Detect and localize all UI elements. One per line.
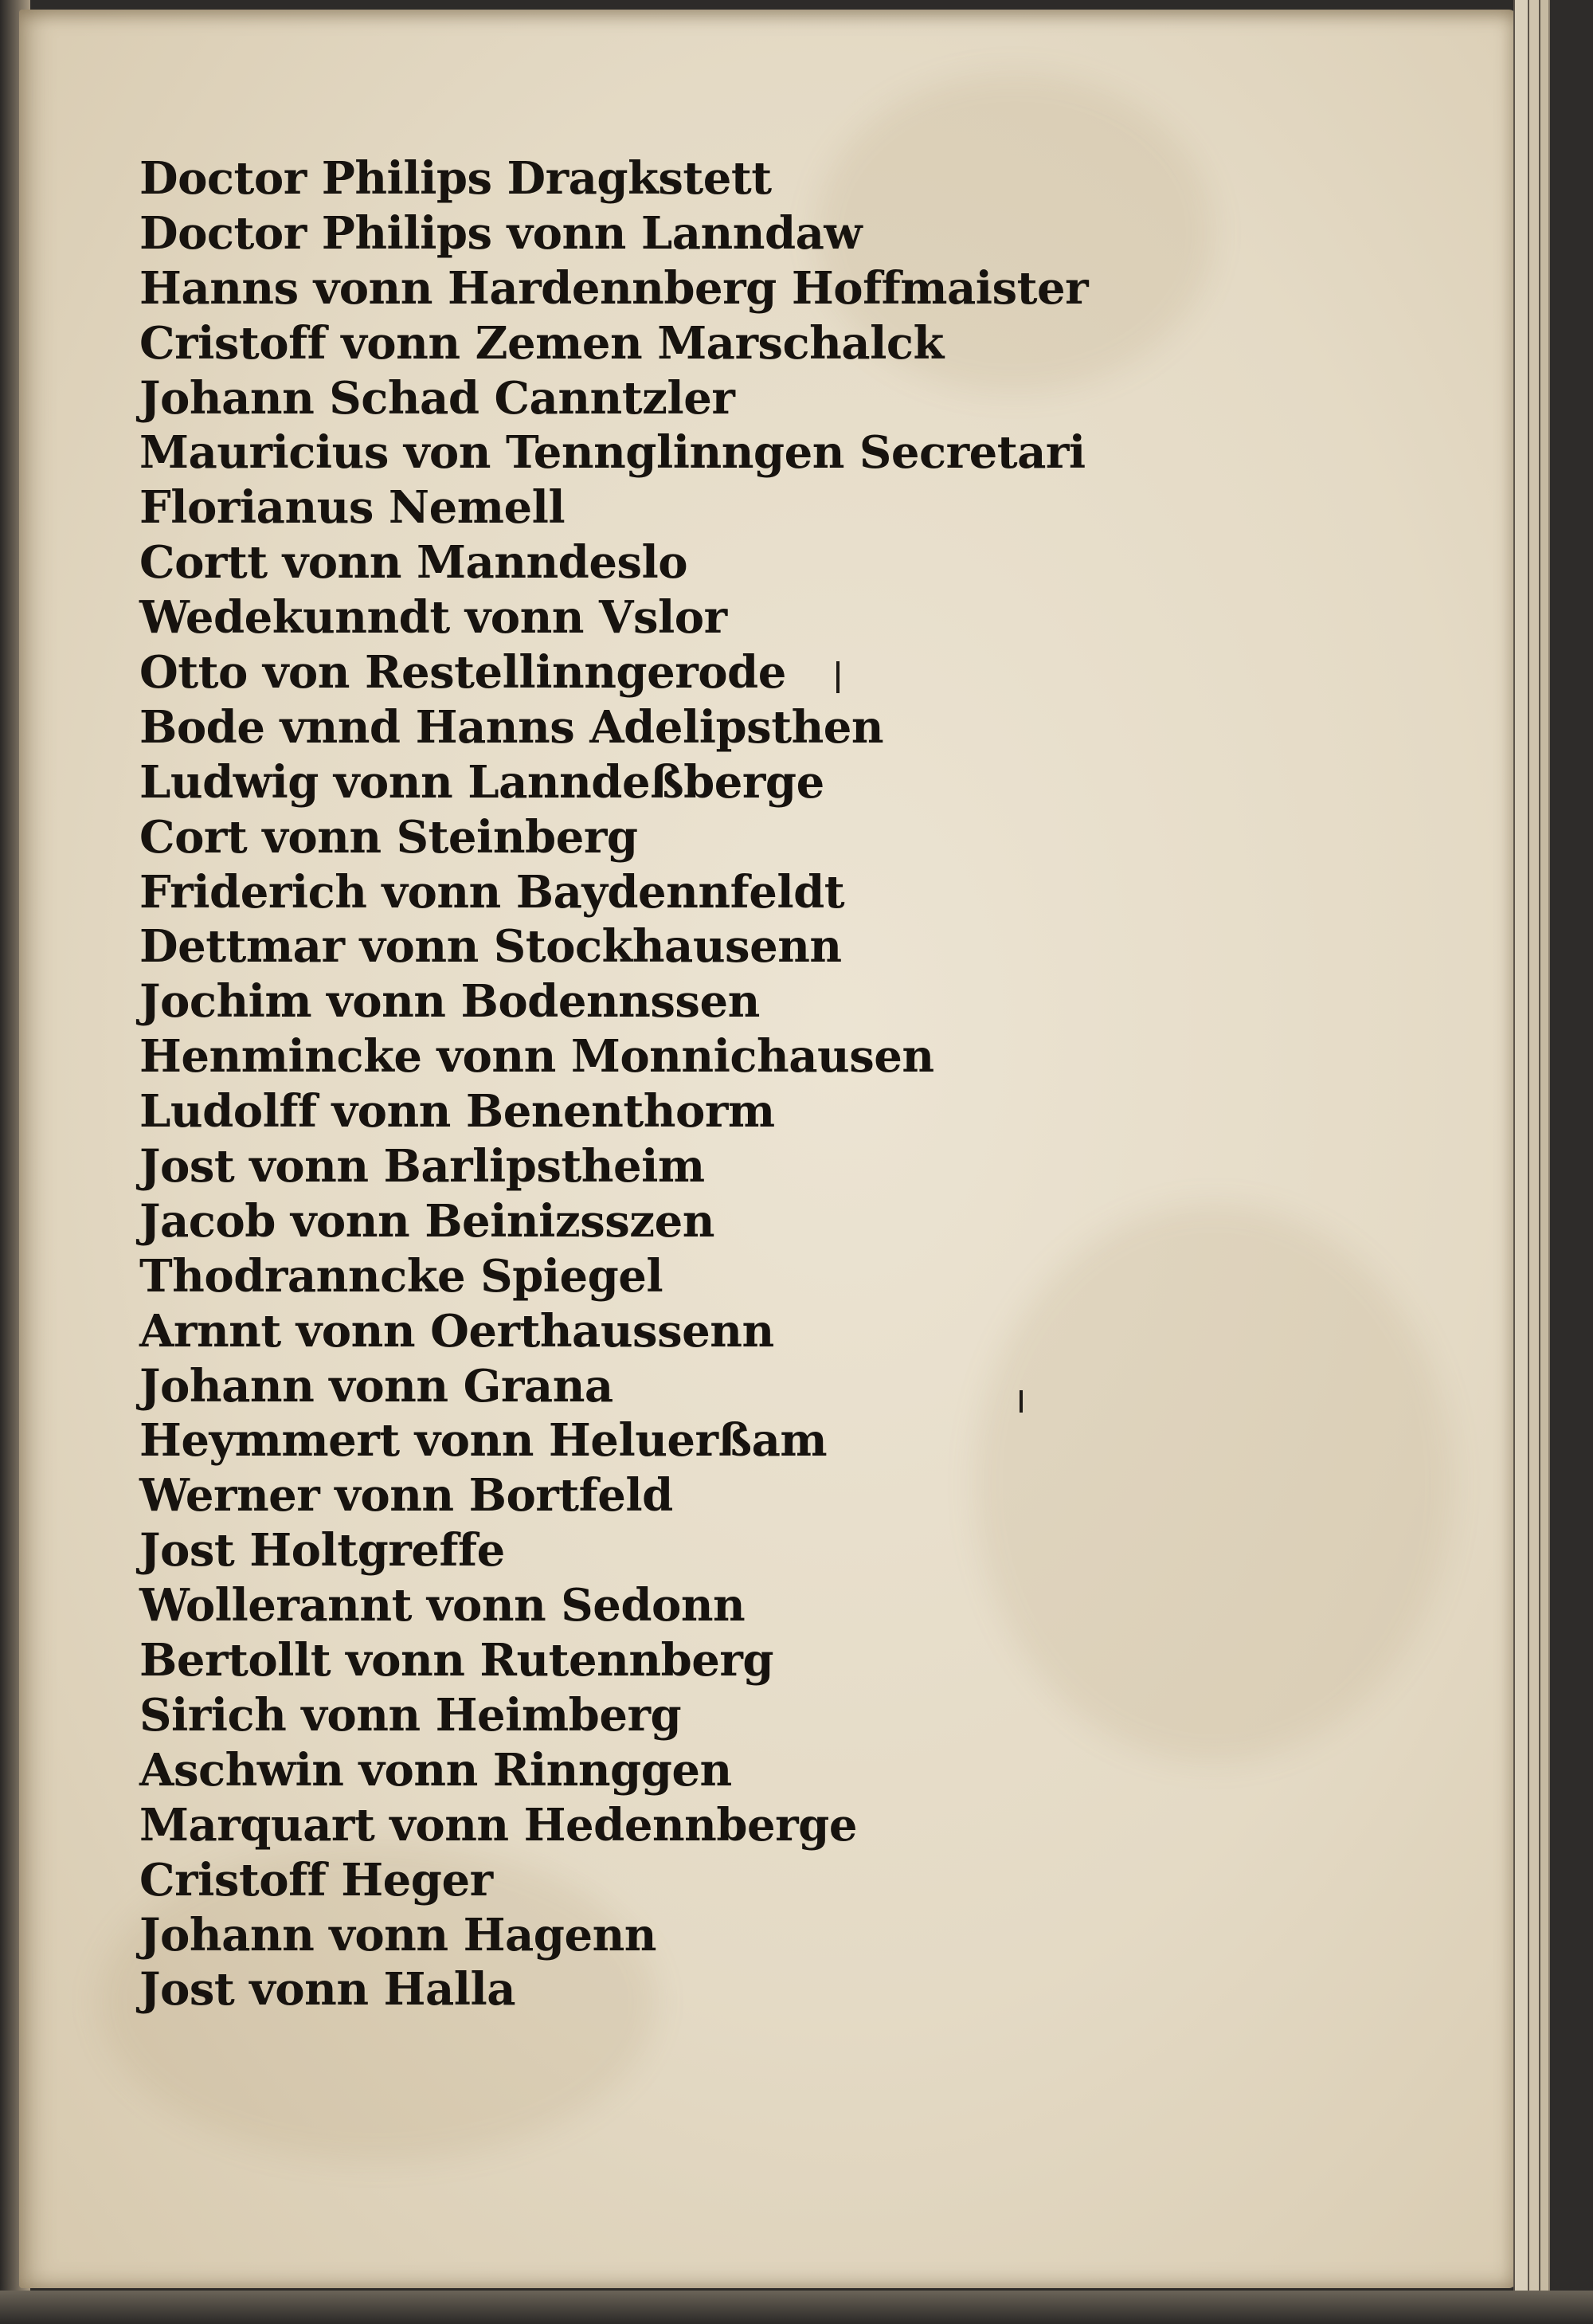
- list-item: Wedekunndt vonn Vslor: [139, 591, 727, 645]
- list-item: Werner vonn Bortfeld: [139, 1469, 673, 1523]
- ink-speck: [836, 661, 840, 693]
- ink-speck: [1020, 1390, 1023, 1413]
- list-item: Sirich vonn Heimberg: [139, 1688, 682, 1742]
- list-item: Otto von Restellinngerode: [139, 646, 786, 700]
- list-item: Bertollt vonn Rutennberg: [139, 1634, 774, 1687]
- name-list: [139, 151, 1088, 2017]
- list-item: Wollerannt vonn Sedonn: [139, 1579, 746, 1632]
- list-item: Jost vonn Halla: [139, 1963, 516, 2016]
- list-item: Friderich vonn Baydennfeldt: [139, 865, 845, 919]
- list-item: Cristoff vonn Zemen Marschalck: [139, 316, 944, 370]
- list-item: Marquart vonn Hedennberge: [139, 1798, 857, 1852]
- list-item: Cort vonn Steinberg: [139, 810, 638, 864]
- list-item: Jost vonn Barlipstheim: [139, 1140, 705, 1193]
- list-item: Jacob vonn Beinizsszen: [139, 1194, 714, 1248]
- list-item: Heymmert vonn Heluerßam: [139, 1414, 828, 1468]
- list-item: Hanns vonn Hardennberg Hoffmaister: [139, 261, 1089, 315]
- list-item: Jost Holtgreffe: [139, 1524, 505, 1577]
- list-item: Arnnt vonn Oerthaussenn: [139, 1304, 774, 1358]
- list-item: Bode vnnd Hanns Adelipsthen: [139, 700, 884, 754]
- list-item: Cortt vonn Manndeslo: [139, 536, 688, 590]
- list-item: Thodranncke Spiegel: [139, 1249, 663, 1303]
- list-item: Mauricius von Tennglinngen Secretari: [139, 426, 1086, 480]
- list-item: Doctor Philips Dragkstett: [139, 152, 772, 205]
- page-edge: [1513, 0, 1529, 2324]
- list-item: Dettmar vonn Stockhausenn: [139, 920, 842, 974]
- page-edge: [1548, 0, 1593, 2324]
- list-item: Doctor Philips vonn Lanndaw: [139, 206, 863, 260]
- list-item: Florianus Nemell: [139, 481, 566, 535]
- list-item: Jochim vonn Bodennssen: [139, 975, 760, 1029]
- list-item: Aschwin vonn Rinnggen: [139, 1743, 732, 1797]
- list-item: Johann vonn Hagenn: [139, 1908, 656, 1961]
- list-item: Ludolff vonn Benenthorm: [139, 1085, 775, 1138]
- list-item: Ludwig vonn Lanndeßberge: [139, 755, 824, 809]
- list-item: Johann Schad Canntzler: [139, 371, 735, 425]
- scan-bottom-edge: [0, 2291, 1593, 2324]
- list-item: Henmincke vonn Monnichausen: [139, 1030, 934, 1084]
- list-item: Johann vonn Grana: [139, 1359, 613, 1413]
- list-item: Cristoff Heger: [139, 1853, 493, 1907]
- page-stack-edges: [1513, 0, 1593, 2324]
